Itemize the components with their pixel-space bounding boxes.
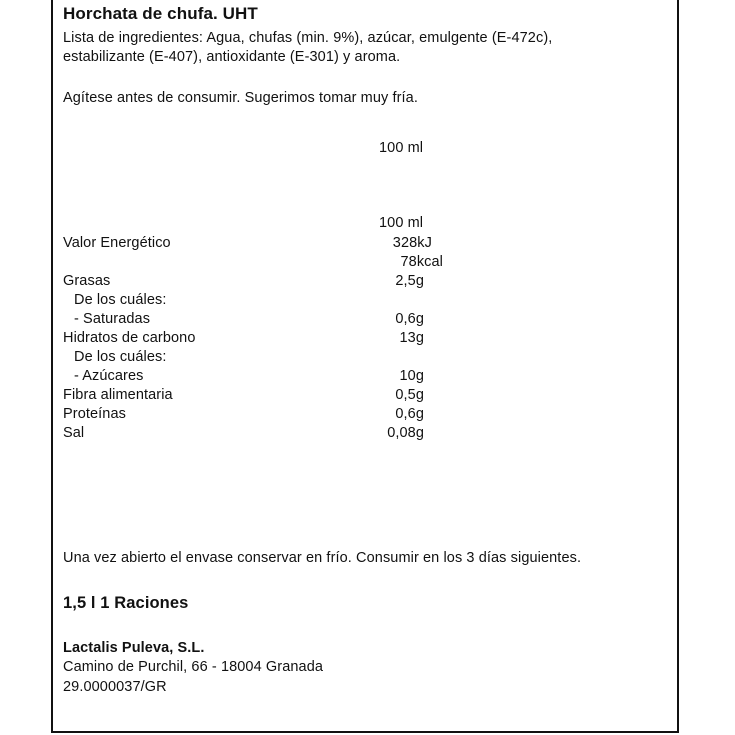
- nutrition-label-sugars: - Azúcares: [74, 368, 144, 384]
- company-name: Lactalis Puleva, S.L.: [63, 640, 205, 656]
- ingredients-line-2: estabilizante (E-407), antioxidante (E-301) y aroma.: [63, 49, 401, 65]
- nutrition-label-carbs: Hidratos de carbono: [63, 330, 196, 346]
- nutrition-label-energy: Valor Energético: [63, 235, 171, 251]
- company-registry: 29.0000037/GR: [63, 679, 167, 695]
- nutrition-value-salt: 0,08g: [387, 425, 424, 441]
- product-title: Horchata de chufa. UHT: [63, 4, 258, 23]
- nutrition-label-fat: Grasas: [63, 273, 111, 289]
- nutrition-label-salt: Sal: [63, 425, 85, 441]
- nutrition-label-saturated: - Saturadas: [74, 311, 151, 327]
- label-frame: [51, 0, 679, 733]
- nutrition-label-of-which-1: De los cuáles:: [74, 292, 167, 308]
- nutrition-label-of-which-2: De los cuáles:: [74, 349, 167, 365]
- instructions-text: Agítese antes de consumir. Sugerimos tomar muy fría.: [63, 90, 418, 106]
- nutrition-value-fibre: 0,5g: [395, 387, 424, 403]
- nutrition-value-fat: 2,5g: [395, 273, 424, 289]
- nutrition-column-header: 100 ml: [379, 215, 424, 231]
- nutrition-label-fibre: Fibra alimentaria: [63, 387, 173, 403]
- ingredients-line-1: Lista de ingredientes: Agua, chufas (min. 9%), azúcar, emulgente (E-472c),: [63, 30, 553, 46]
- unit-header-top: 100 ml: [379, 140, 424, 156]
- nutrition-value-carbs: 13g: [399, 330, 424, 346]
- portion-text: 1,5 l 1 Raciones: [63, 594, 189, 612]
- nutrition-value-protein: 0,6g: [395, 406, 424, 422]
- nutrition-label-protein: Proteínas: [63, 406, 126, 422]
- storage-text: Una vez abierto el envase conservar en frío. Consumir en los 3 días siguientes.: [63, 550, 582, 566]
- nutrition-value-energy-kcal: 78kcal: [400, 254, 443, 270]
- company-address: Camino de Purchil, 66 - 18004 Granada: [63, 659, 324, 675]
- nutrition-value-energy-kj: 328kJ: [392, 235, 432, 251]
- nutrition-value-saturated: 0,6g: [395, 311, 424, 327]
- nutrition-value-sugars: 10g: [399, 368, 424, 384]
